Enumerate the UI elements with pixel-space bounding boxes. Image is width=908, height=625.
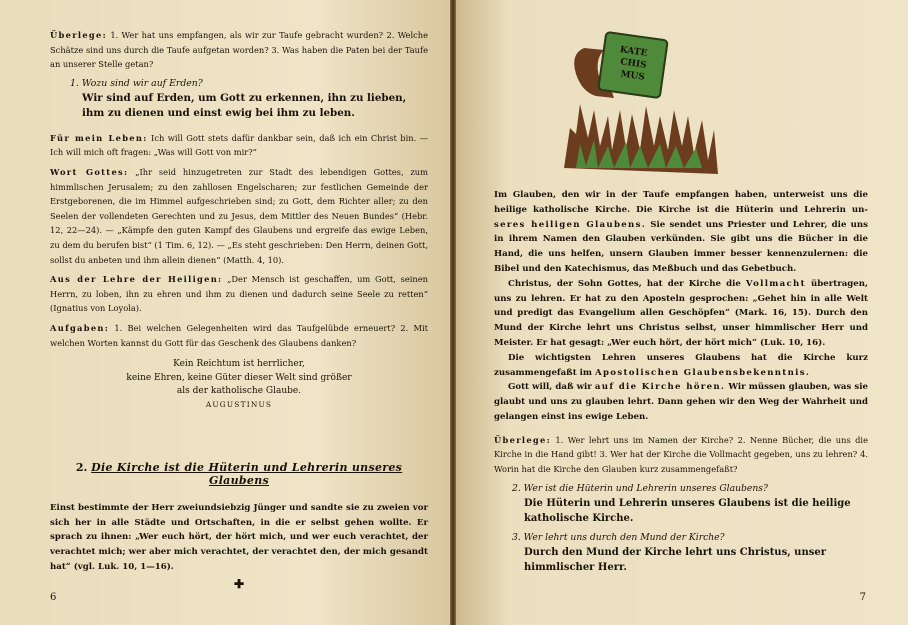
right-page — [456, 0, 908, 625]
wort-gottes-label: Wort Gottes: — [50, 166, 129, 177]
raised-hands-icon — [564, 104, 718, 174]
p2-text-b: übertragen, uns zu lehren. Er hat zu den Aposteln gesprochen: „Gehet hin in alle Welt und predigt das Evangelium allen Geschöpfen“ (Mark. 16, 15). Durch den Mund der Kirche lehrt uns Christus selbst, unser himmlischer Herr und Meister. Er hat gesagt: „Wer euch hört, der hört mich“ (Luk. 10, 16). — [494, 278, 869, 348]
book-label-2: CHIS — [619, 57, 648, 71]
answer-3: Durch den Mund der Kirche lehrt uns Christus, unser himmlischer Herr. — [524, 546, 826, 573]
ueberlege-label: Überlege: — [50, 30, 107, 40]
question-3: 3. Wer lehrt uns durch den Mund der Kirche? — [512, 531, 725, 543]
right-paragraph-1 — [494, 188, 868, 277]
quote-line-1: Kein Reichtum ist herrlicher, — [173, 359, 305, 370]
cross-ornament: ✚ — [233, 576, 245, 591]
answer-1: Wir sind auf Erden, um Gott zu erkennen, ihn zu lieben, ihm zu dienen und einst ewig bei ihm zu leben. — [82, 91, 407, 120]
right-ueberlege-label: Überlege: — [494, 434, 551, 445]
right-paragraph-2 — [494, 277, 868, 351]
p4-emphasis: auf die Kirche hören. — [594, 382, 726, 393]
right-ueberlege-paragraph — [494, 433, 868, 477]
p1-emphasis: seres heiligen Glaubens. — [494, 219, 647, 230]
p3-text-a: Die wichtigsten Lehren unseres Glaubens hat die Kirche kurz zusammengefaßt im — [494, 352, 868, 378]
book-label-3: MUS — [619, 69, 646, 83]
right-paragraph-3 — [494, 351, 868, 381]
page-number-right: 7 — [859, 592, 866, 603]
p4-text-a: Gott will, daß wir — [508, 382, 592, 393]
p2-text-a: Christus, der Sohn Gottes, hat der Kirche die — [508, 278, 741, 289]
left-page — [0, 0, 450, 625]
section-title-text: Die Kirche ist die Hüterin und Lehrerin unseres Glaubens — [91, 460, 403, 487]
aufgaben-paragraph — [50, 321, 428, 350]
answer-2: Die Hüterin und Lehrerin unseres Glaubens ist die heilige katholische Kirche. — [524, 497, 851, 524]
wort-gottes-paragraph — [50, 165, 428, 267]
ueberlege-text: 1. Wer hat uns empfangen, als wir zur Taufe gebracht wurden? 2. Welche Schätze sind uns durch die Taufe aufgetan worden? 3. Was haben die Paten bei der Taufe an unserer Stelle getan? — [50, 30, 429, 70]
p3-emphasis: Apostolischen Glaubensbekenntnis. — [595, 367, 811, 378]
section-body: Einst bestimmte der Herr zweiundsiebzig Jünger und sandte sie zu zweien vor sich her in alle Städte und Ortschaften, in die er selbst gehen wollte. Er sprach zu ihnen: „Wer euch hört, der hört mich, und wer euch verachtet, der verachtet mich; wer aber mich verachtet, der verachtet den, der mich gesandt hat“ (vgl. Luk. 10, 1—16). — [50, 502, 428, 573]
page-number-left: 6 — [50, 592, 57, 603]
p4-text-b: Wir müssen glauben, was sie glaubt und uns zu glauben lehrt. Dann gehen wir den Weg der Wahrheit und gelangen einst ins ewige Leben. — [494, 382, 868, 422]
p1-text-a: Im Glauben, den wir in der Taufe empfangen haben, unterweist uns die heilige katholische Kirche. Die Kirche ist die Hüterin und Lehrerin un- — [494, 190, 868, 215]
section-title — [50, 461, 428, 487]
section-number: 2. — [75, 460, 88, 474]
wort-gottes-text: „Ihr seid hinzugetreten zur Stadt des lebendigen Gottes, zum himmlischen Jerusalem; zu den zahllosen Engelscharen; zur festlichen Gemeinde der Erstgeborenen, die im Himmel aufgeschrieben sind; zu Gott, dem Richter aller; zu den Seelen der vollendeten Gerechten und zu Jesus, dem Mittler des Neuen Bundes“ (Hebr. 12, 22—24). — „Kämpfe den guten Kampf des Glaubens und ergreife das ewige Leben, zu dem du berufen bist“ (1 Tim. 6, 12). — „Es steht geschrieben: Den Herrn, deinen Gott, sollst du anbeten und ihm allein dienen“ (Matth. 4, 10). — [50, 166, 428, 265]
augustinus-quote — [50, 358, 428, 399]
question-1: 1. Wozu sind wir auf Erden? — [70, 77, 203, 89]
quote-line-2: keine Ehren, keine Güter dieser Welt sind größer — [126, 372, 352, 383]
aufgaben-label: Aufgaben: — [50, 322, 110, 333]
right-ueberlege-text: 1. Wer lehrt uns im Namen der Kirche? 2. Nenne Bücher, die uns die Kirche in die Hand gibt! 3. Wer hat der Kirche die Vollmacht gegeben, uns zu lehren? 4. Worin hat die Kirche den Glauben kurz zusammengefaßt? — [494, 434, 868, 474]
quote-line-3: als der katholische Glaube. — [176, 386, 302, 397]
quote-author: AUGUSTINUS — [205, 399, 273, 409]
right-paragraph-4 — [494, 380, 868, 424]
lehre-der-heiligen-text: „Der Mensch ist geschaffen, um Gott, seinen Herrn, zu loben, ihn zu ehren und ihm zu dienen und dadurch seine Seele zu retten“ (Ignatius von Loyola). — [50, 274, 428, 314]
ueberlege-paragraph — [50, 28, 428, 72]
fuer-mein-leben-text: Ich will Gott stets dafür dankbar sein, daß ich ein Christ bin. — Ich will mich oft fragen: „Was will Gott von mir?“ — [50, 132, 428, 158]
fuer-mein-leben-paragraph — [50, 131, 428, 160]
fuer-mein-leben-label: Für mein Leben: — [50, 132, 148, 143]
lehre-der-heiligen-label: Aus der Lehre der Heiligen: — [50, 274, 223, 285]
book-icon — [598, 32, 667, 98]
p1-text-b: Sie sendet uns Priester und Lehrer, die uns in ihrem Namen den Glauben verkünden. Sie gibt uns die Bücher in die Hand, die uns helfen, unsern Glauben immer besser kennenzulernen: die Bibel und den Katechismus, das Meßbuch und das Gebetbuch. — [494, 219, 868, 274]
p2-emphasis: Vollmacht — [745, 278, 806, 289]
question-2: 2. Wer ist die Hüterin und Lehrerin unseres Glaubens? — [512, 482, 768, 494]
book-label-1: KATE — [619, 45, 648, 59]
catechism-illustration — [554, 28, 754, 178]
aufgaben-text: 1. Bei welchen Gelegenheiten wird das Taufgelübde erneuert? 2. Mit welchen Worten kannst du Gott für das Geschenk des Glaubens danken? — [50, 322, 428, 348]
lehre-der-heiligen-paragraph — [50, 272, 428, 316]
